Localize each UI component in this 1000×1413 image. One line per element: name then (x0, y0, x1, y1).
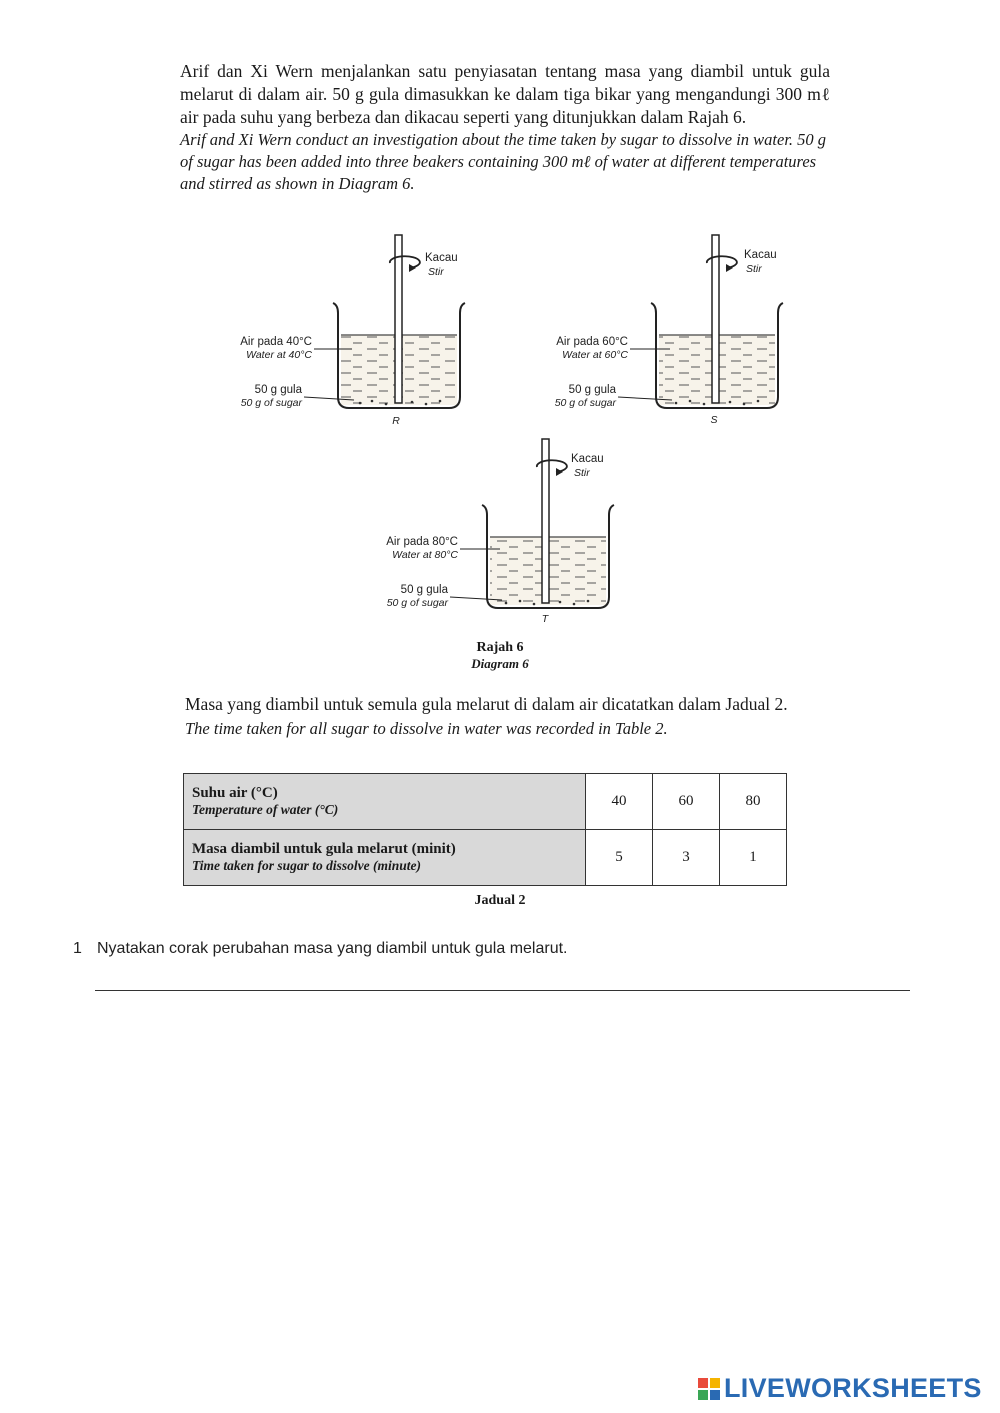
table-cell: 60 (653, 774, 720, 830)
water-label-s-en: Water at 60°C (562, 349, 628, 361)
sugar-label-s-en: 50 g of sugar (554, 397, 616, 409)
row-header-temperature: Suhu air (°C) Temperature of water (°C) (184, 774, 586, 830)
stir-label-s-en: Stir (746, 263, 762, 275)
beaker-r (240, 235, 465, 427)
table-row (184, 774, 787, 830)
table-cell: 40 (586, 774, 653, 830)
stir-label-r-en: Stir (428, 266, 444, 278)
table-caption: Jadual 2 (474, 893, 526, 908)
row-header-time: Masa diambil untuk gula melarut (minit) Time taken for sugar to dissolve (minute) (184, 830, 586, 886)
question-text: Nyatakan corak perubahan masa yang diambil untuk gula melarut. (97, 940, 568, 957)
beaker-r-label: R (392, 415, 400, 427)
answer-field-line[interactable] (95, 990, 910, 991)
table-cell: 80 (720, 774, 787, 830)
stir-label-r: Kacau (425, 252, 458, 264)
question-1 (73, 940, 568, 958)
beaker-t-label: T (541, 613, 549, 625)
water-label-t-en: Water at 80°C (392, 549, 458, 561)
table-row (184, 830, 787, 886)
results-table (183, 773, 787, 886)
intro-malay: Arif dan Xi Wern menjalankan satu penyiasatan tentang masa yang diambil untuk gula melarut di dalam air. 50 g gula dimasukkan ke dalam tiga bikar yang mengandungi 300 mℓ air pada suhu yang berbeza dan dikacau seperti yang ditunjukkan dalam Rajah 6. (180, 61, 830, 127)
question-number: 1 (73, 940, 82, 957)
water-label-t: Air pada 80°C (386, 536, 458, 548)
table-cell: 1 (720, 830, 787, 886)
beaker-diagram (0, 225, 1000, 645)
sugar-label-t-en: 50 g of sugar (386, 597, 448, 609)
table-intro-ms: Masa yang diambil untuk semula gula melarut di dalam air dicatatkan dalam Jadual 2. (185, 694, 788, 714)
stir-label-s: Kacau (744, 249, 777, 261)
table-intro (185, 693, 827, 740)
water-label-r: Air pada 40°C (240, 336, 312, 348)
brand-logo (698, 1373, 982, 1404)
intro-text (180, 60, 830, 195)
brand-wordmark: LIVEWORKSHEETS (724, 1373, 982, 1403)
sugar-label-r: 50 g gula (254, 384, 302, 396)
intro-english: Arif and Xi Wern conduct an investigation about the time taken by sugar to dissolve in water. 50 g of sugar has been added into three beakers containing 300 mℓ of water at different temperatures and stirred as shown in Diagram 6. (180, 130, 827, 193)
diagram-caption (0, 640, 1000, 672)
stir-label-t-en: Stir (574, 467, 590, 479)
sugar-label-r-en: 50 g of sugar (240, 397, 302, 409)
water-label-s: Air pada 60°C (556, 336, 628, 348)
diagram-caption-ms: Rajah 6 (476, 640, 524, 655)
liveworksheets-logo-icon (698, 1378, 720, 1400)
table-intro-en: The time taken for all sugar to dissolve in water was recorded in Table 2. (185, 719, 668, 738)
table-cell: 3 (653, 830, 720, 886)
sugar-label-t: 50 g gula (400, 584, 448, 596)
sugar-label-s: 50 g gula (568, 384, 616, 396)
diagram-caption-en: Diagram 6 (471, 656, 529, 671)
stir-label-t: Kacau (571, 453, 604, 465)
beaker-t (386, 439, 614, 625)
table-cell: 5 (586, 830, 653, 886)
beaker-s-label: S (710, 414, 718, 426)
water-label-r-en: Water at 40°C (246, 349, 312, 361)
beaker-s (555, 235, 783, 426)
